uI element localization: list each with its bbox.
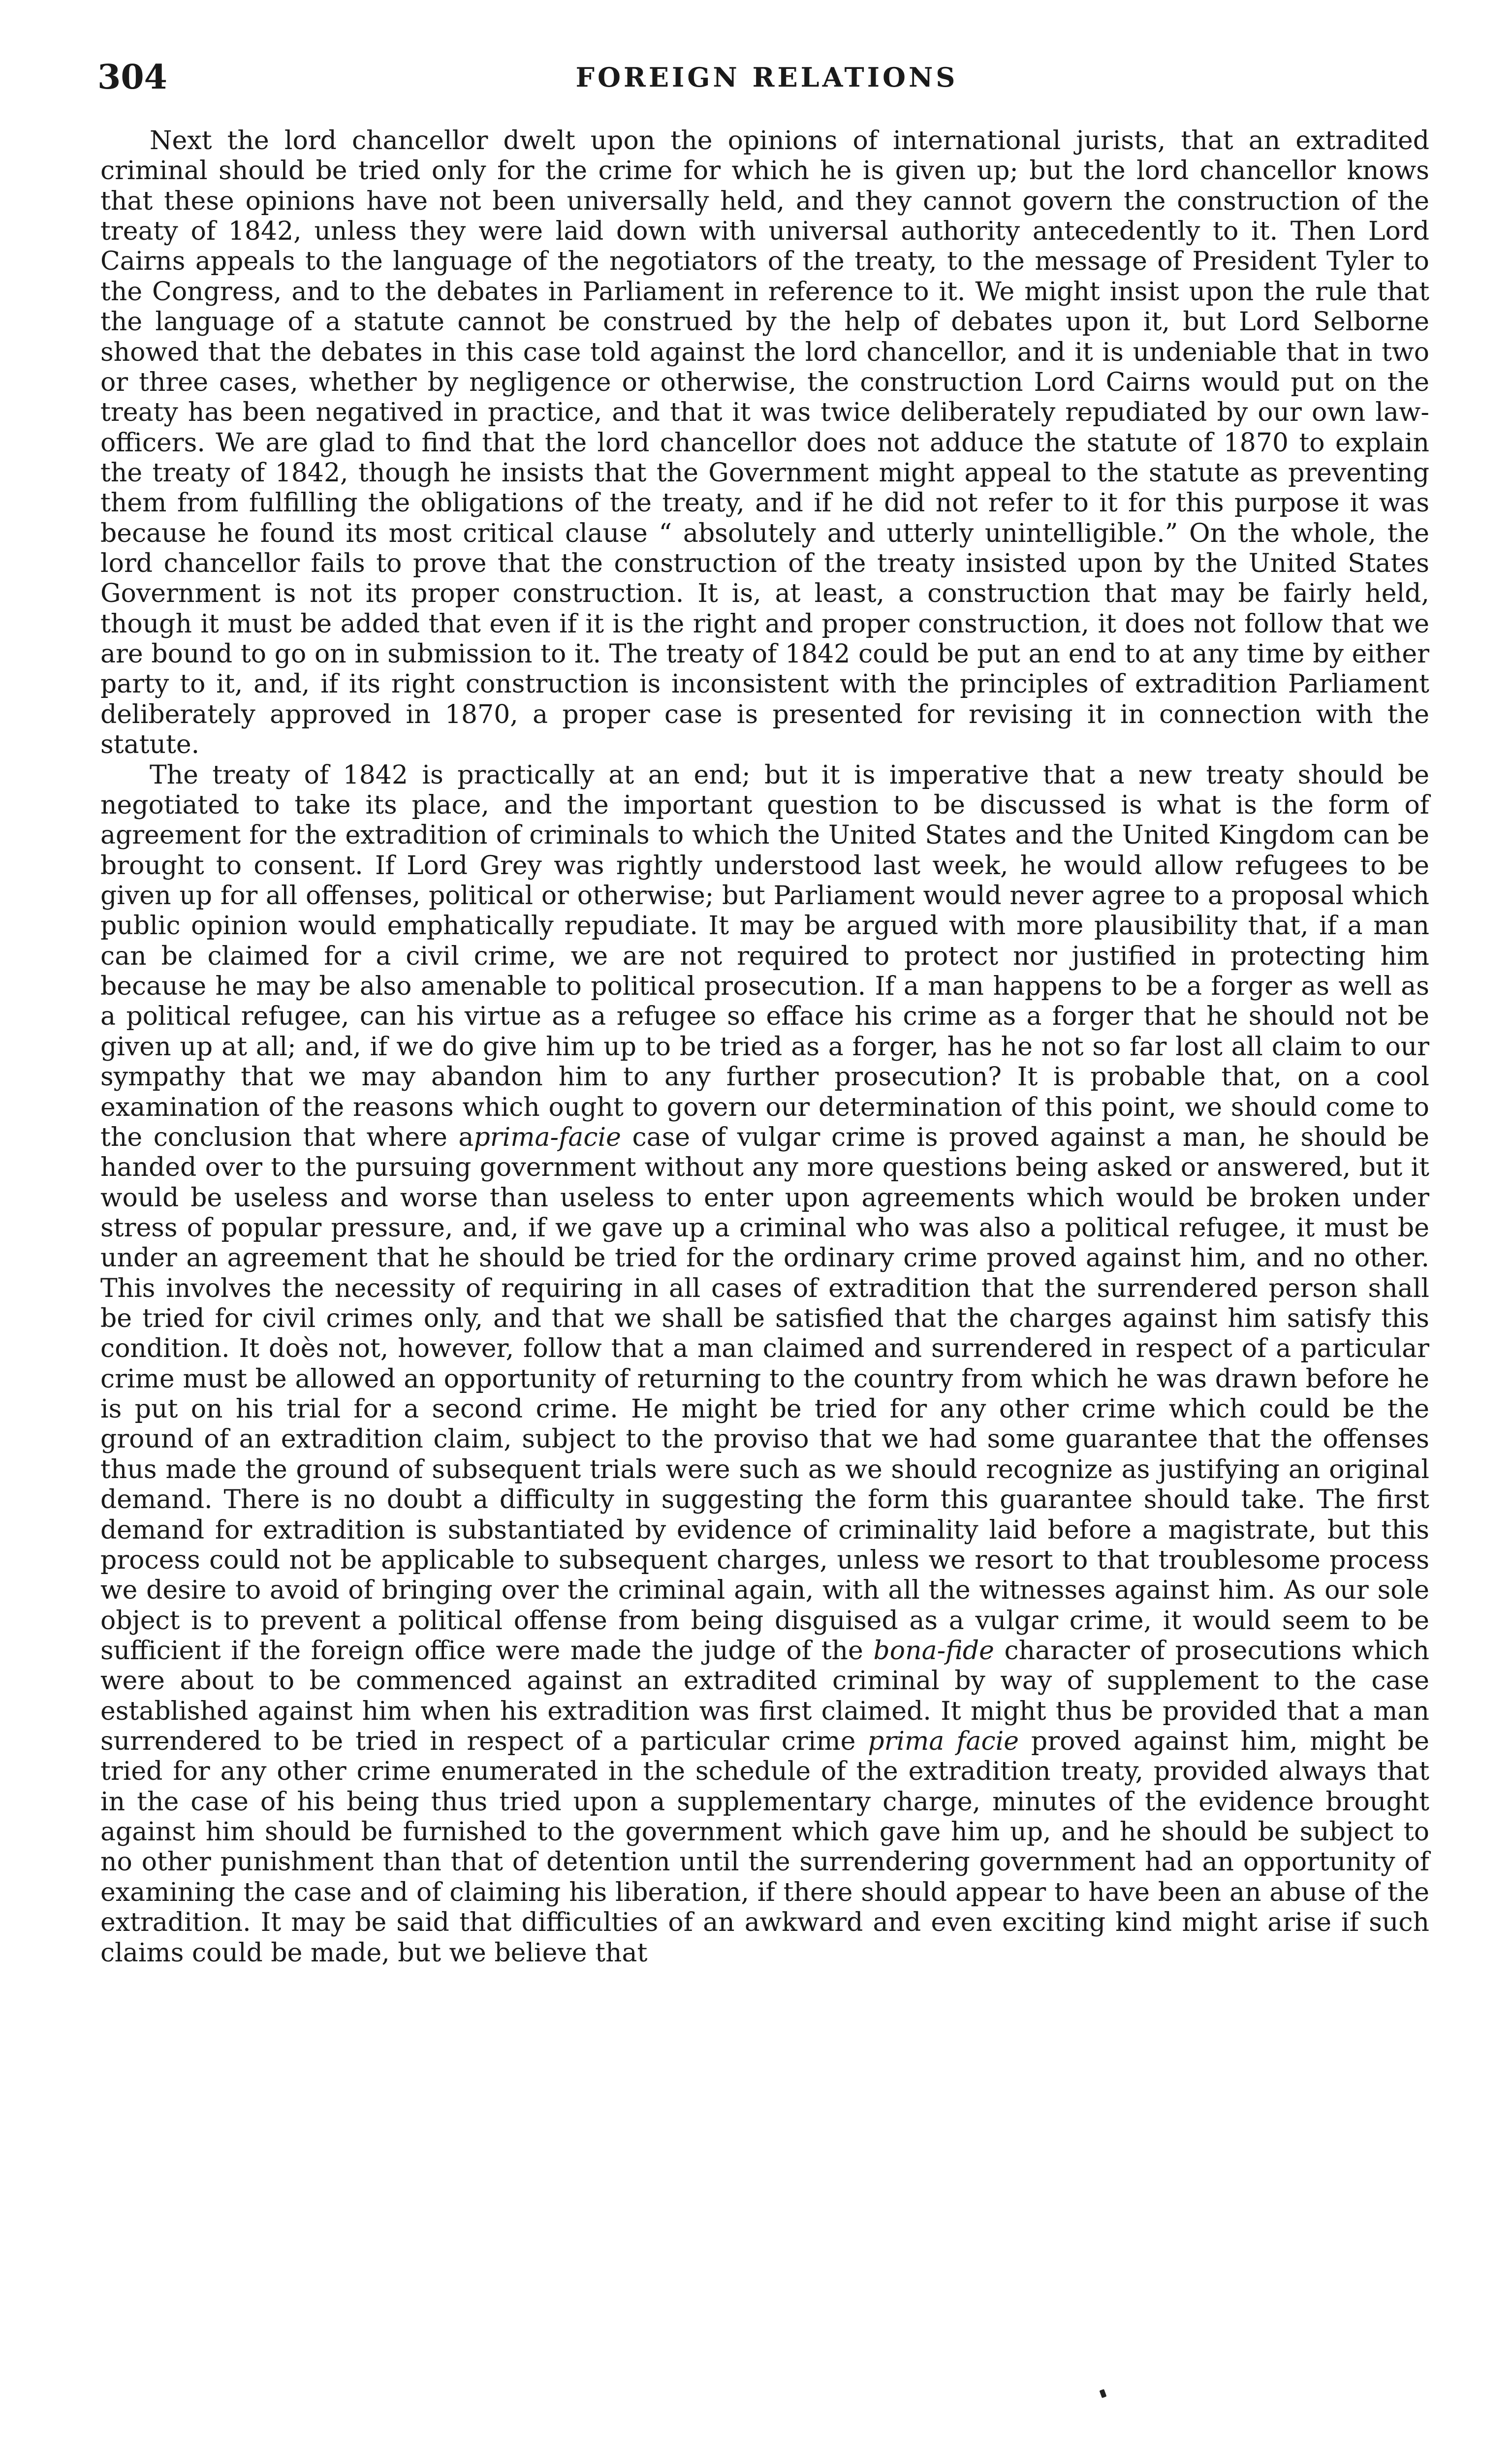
italic-term: prima-facie [473,1122,621,1152]
paragraph-text: proved against him, might be tried for any other crime enumerated in the schedule of the extradition treaty, provided always that in the case of his being thus tried upon a supplementary charge, minutes of the evidence brought against him should be furnished to the government which gave him up, and he should be subject to no other punishment than that of detention until the surrendering government had an opportunity of examining the case and of claiming his liberation, if there should appear to have been an abuse of the extradition. It may be said that difficulties of an awkward and even exciting kind might arise if such claims could be made, but we believe that [100,1727,1429,1968]
ink-speck [1100,2389,1107,2398]
paragraph-text: The treaty of 1842 is practically at an end; but it is imperative that a new treaty should be negotiated to take its place, and the important question to be discussed is what is the form of agreement for the extradition of criminals to which the United States and the United Kingdom can be brought to consent. If Lord Grey was rightly understood last week, he would allow refugees to be given up for all offenses, political or otherwise; but Parliament would never agree to a proposal which public opinion would emphatically repudiate. It may be argued with more plausibility that, if a man can be claimed for a civil crime, we are not required to protect nor justified in protecting him because he may be also amenable to political prosecution. If a man happens to be a forger as well as a political refugee, can his virtue as a refugee so efface his crime as a forger that he should not be given up at all; and, if we do give him up to be tried as a forger, has he not so far lost all claim to our sympathy that we may abandon him to any further prosecution? It is probable that, on a cool examination of the reasons which ought to govern our determination of this point, we should come to the conclusion that where a [100,760,1429,1152]
page-header [97,55,1436,99]
paragraph-text: case of vulgar crime is proved against a man, he should be handed over to the pursuing government without any more questions being asked or answered, but it would be useless and worse than useless to enter upon agreements which would be broken under stress of popular pressure, and, if we gave up a criminal who was also a political refugee, it must be under an agreement that he should be tried for the ordinary crime proved against him, and no other. This involves the necessity of requiring in all cases of extradition that the surrendered person shall be tried for civil crimes only, and that we shall be satisfied that the charges against him satisfy this condition. It doès not, however, follow that a man claimed and surrendered in respect of a particular crime must be allowed an opportunity of returning to the country from which he was drawn before he is put on his trial for a second crime. He might be tried for any other crime which could be the ground of an extradition claim, subject to the proviso that we had some guarantee that the offenses thus made the ground of subsequent trials were such as we should recognize as justifying an original demand. There is no doubt a difficulty in suggesting the form this guarantee should take. The first demand for extradition is substantiated by evidence of criminality laid before a magistrate, but this process could not be applicable to subsequent charges, unless we resort to that troublesome process we desire to avoid of bringing over the criminal again, with all the witnesses against him. As our sole object is to prevent a political offense from being disguised as a vulgar crime, it would seem to be sufficient if the foreign office were made the judge of the [100,1122,1429,1666]
paragraph-1 [100,126,1429,760]
paragraph-2 [100,760,1429,1968]
page-number: 304 [97,58,167,97]
running-title: FOREIGN RELATIONS [575,62,958,93]
paragraph-text: Next the lord chancellor dwelt upon the opinions of international jurists, that an extradited criminal should be tried only for the crime for which he is given up; but the lord chancellor knows that these opinions have not been universally held, and they cannot govern the construction of the treaty of 1842, unless they were laid down with universal authority antecedently to it. Then Lord Cairns appeals to the language of the negotiators of the treaty, to the message of President Tyler to the Congress, and to the debates in Parliament in reference to it. We might insist upon the rule that the language of a statute cannot be construed by the help of debates upon it, but Lord Selborne showed that the debates in this case told against the lord chancellor, and it is undeniable that in two or three cases, whether by negligence or otherwise, the construction Lord Cairns would put on the treaty has been negatived in practice, and that it was twice deliberately repudiated by our own law-officers. We are glad to find that the lord chancellor does not adduce the statute of 1870 to explain the treaty of 1842, though he insists that the Government might appeal to the statute as preventing them from fulfilling the obligations of the treaty, and if he did not refer to it for this purpose it was because he found its most critical clause “ absolutely and utterly unintelligible.” On the whole, the lord chancellor fails to prove that the construction of the treaty insisted upon by the United States Government is not its proper construction. It is, at least, a construction that may be fairly held, though it must be added that even if it is the right and proper construction, it does not follow that we are bound to go on in submission to it. The treaty of 1842 could be put an end to at any time by either party to it, and, if its right construction is inconsistent with the principles of extradition Parliament deliberately approved in 1870, a proper case is presented for revising it in connection with the statute. [100,126,1429,760]
italic-term: prima facie [868,1727,1019,1757]
body-text [100,126,1429,1968]
italic-term: bona-fide [873,1636,994,1666]
paragraph-text: character of prosecutions which were about to be commenced against an extradited criminal by way of supplement to the case established against him when his extradition was first claimed. It might thus be provided that a man surrendered to be tried in respect of a particular crime [100,1636,1429,1757]
